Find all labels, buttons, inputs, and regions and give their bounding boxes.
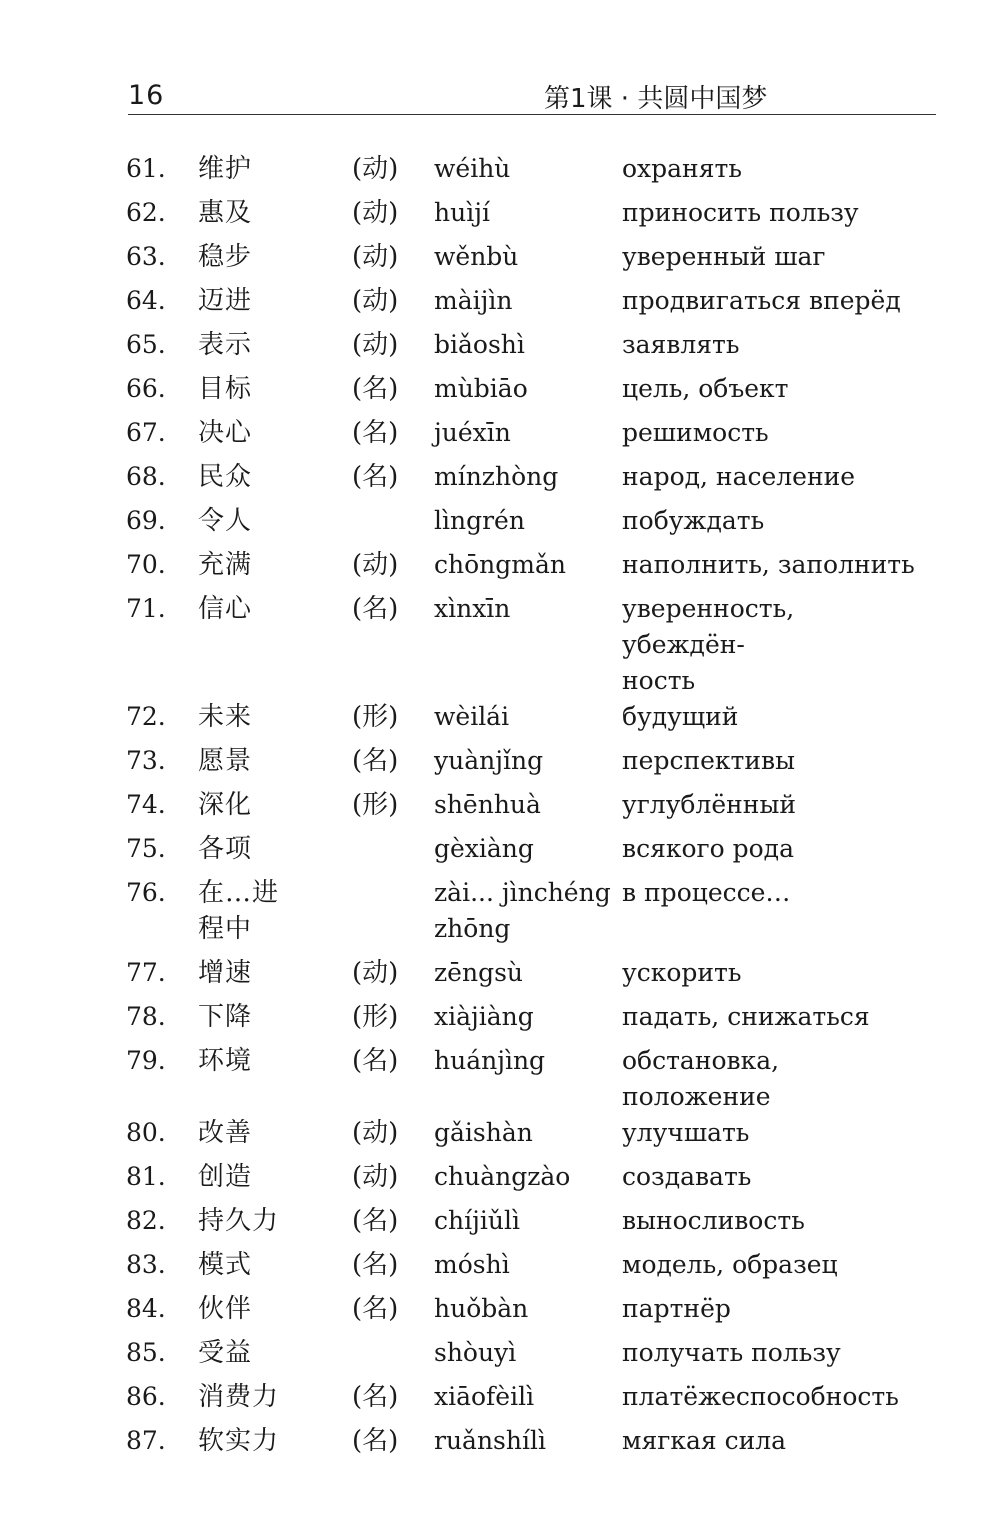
entry-translation: будущий — [622, 702, 739, 731]
entry-part-of-speech: (名) — [352, 1206, 399, 1236]
entry-hanzi: 充满 — [198, 550, 253, 580]
entry-translation: платёжеспособность — [622, 1382, 899, 1411]
entry-translation: получать пользу — [622, 1338, 841, 1367]
entry-hanzi: 改善 — [198, 1118, 253, 1148]
entry-translation: обстановка, положение — [622, 1046, 780, 1111]
entry-pinyin: shēnhuà — [434, 790, 541, 819]
entry-number: 72. — [126, 702, 166, 731]
entry-number: 64. — [126, 286, 166, 315]
running-header — [128, 74, 936, 115]
entry-translation: улучшать — [622, 1118, 750, 1147]
entry-hanzi: 未来 — [198, 702, 253, 732]
vocab-entry — [126, 1379, 956, 1423]
entry-number: 84. — [126, 1294, 166, 1323]
lesson-title: 第1课 · 共圆中国梦 — [544, 84, 768, 114]
entry-number: 61. — [126, 154, 166, 183]
entry-pinyin: shòuyì — [434, 1338, 517, 1367]
entry-translation: выносливость — [622, 1206, 805, 1235]
entry-part-of-speech: (动) — [352, 154, 399, 184]
entry-translation: ускорить — [622, 958, 742, 987]
entry-translation: создавать — [622, 1162, 752, 1191]
entry-part-of-speech: (动) — [352, 958, 399, 988]
entry-pinyin: mínzhòng — [434, 462, 559, 491]
entry-part-of-speech: (形) — [352, 702, 399, 732]
entry-translation: наполнить, заполнить — [622, 550, 915, 579]
entry-pinyin: ruǎnshílì — [434, 1426, 546, 1455]
vocab-entry — [126, 1335, 956, 1379]
entry-part-of-speech: (名) — [352, 1294, 399, 1324]
entry-pinyin: juéxīn — [434, 418, 511, 447]
entry-part-of-speech: (名) — [352, 746, 399, 776]
entry-translation: падать, снижаться — [622, 1002, 870, 1031]
entry-hanzi: 目标 — [198, 374, 253, 404]
entry-pinyin: gǎishàn — [434, 1118, 533, 1147]
entry-translation: мягкая сила — [622, 1426, 787, 1455]
entry-translation: всякого рода — [622, 834, 794, 863]
vocabulary-list — [126, 151, 956, 1467]
entry-part-of-speech: (动) — [352, 242, 399, 272]
entry-translation: модель, образец — [622, 1250, 838, 1279]
entry-hanzi: 持久力 — [198, 1206, 280, 1236]
entry-translation: побуждать — [622, 506, 765, 535]
entry-hanzi: 在…进 程中 — [198, 878, 280, 944]
entry-translation: продвигаться вперёд — [622, 286, 901, 315]
entry-translation: решимость — [622, 418, 769, 447]
entry-number: 78. — [126, 1002, 166, 1031]
entry-hanzi: 消费力 — [198, 1382, 280, 1412]
entry-pinyin: huìjí — [434, 198, 490, 227]
entry-pinyin: huǒbàn — [434, 1294, 529, 1323]
entry-pinyin: zài... jìnchéng zhōng — [434, 878, 611, 943]
vocab-entry — [126, 743, 956, 787]
entry-number: 76. — [126, 878, 166, 907]
entry-part-of-speech: (名) — [352, 418, 399, 448]
entry-pinyin: huánjìng — [434, 1046, 546, 1075]
vocab-entry — [126, 955, 956, 999]
entry-number: 70. — [126, 550, 166, 579]
entry-hanzi: 信心 — [198, 594, 253, 624]
vocab-entry — [126, 283, 956, 327]
entry-number: 74. — [126, 790, 166, 819]
entry-number: 65. — [126, 330, 166, 359]
entry-number: 82. — [126, 1206, 166, 1235]
entry-pinyin: xiàjiàng — [434, 1002, 534, 1031]
entry-pinyin: chōngmǎn — [434, 550, 566, 579]
entry-hanzi: 惠及 — [198, 198, 253, 228]
entry-part-of-speech: (动) — [352, 1118, 399, 1148]
vocab-entry — [126, 787, 956, 831]
vocab-entry — [126, 875, 956, 955]
vocab-entry — [126, 415, 956, 459]
entry-number: 66. — [126, 374, 166, 403]
entry-part-of-speech: (动) — [352, 330, 399, 360]
entry-translation: цель, объект — [622, 374, 789, 403]
entry-pinyin: gèxiàng — [434, 834, 534, 863]
entry-translation: в процессе… — [622, 878, 791, 907]
vocab-entry — [126, 831, 956, 875]
entry-number: 69. — [126, 506, 166, 535]
entry-hanzi: 迈进 — [198, 286, 253, 316]
vocab-entry — [126, 591, 956, 699]
entry-hanzi: 各项 — [198, 834, 253, 864]
vocab-entry — [126, 1203, 956, 1247]
entry-part-of-speech: (名) — [352, 594, 399, 624]
vocab-entry — [126, 547, 956, 591]
entry-part-of-speech: (名) — [352, 1382, 399, 1412]
entry-number: 68. — [126, 462, 166, 491]
entry-hanzi: 伙伴 — [198, 1294, 253, 1324]
vocab-entry — [126, 459, 956, 503]
entry-number: 73. — [126, 746, 166, 775]
entry-number: 87. — [126, 1426, 166, 1455]
entry-hanzi: 稳步 — [198, 242, 253, 272]
entry-number: 80. — [126, 1118, 166, 1147]
entry-pinyin: wèilái — [434, 702, 510, 731]
entry-number: 86. — [126, 1382, 166, 1411]
vocab-entry — [126, 151, 956, 195]
vocab-entry — [126, 1291, 956, 1335]
entry-hanzi: 增速 — [198, 958, 253, 988]
vocab-entry — [126, 195, 956, 239]
entry-part-of-speech: (名) — [352, 374, 399, 404]
vocab-entry — [126, 1247, 956, 1291]
entry-pinyin: lìngrén — [434, 506, 525, 535]
entry-hanzi: 受益 — [198, 1338, 253, 1368]
vocab-entry — [126, 1159, 956, 1203]
entry-translation: уверенность, убеждён- ность — [622, 594, 795, 695]
entry-hanzi: 环境 — [198, 1046, 253, 1076]
entry-translation: народ, население — [622, 462, 856, 491]
entry-number: 85. — [126, 1338, 166, 1367]
vocab-entry — [126, 371, 956, 415]
entry-pinyin: chuàngzào — [434, 1162, 571, 1191]
entry-pinyin: móshì — [434, 1250, 510, 1279]
entry-translation: партнёр — [622, 1294, 731, 1323]
entry-pinyin: xiāofèilì — [434, 1382, 535, 1411]
vocab-entry — [126, 1423, 956, 1467]
entry-translation: охранять — [622, 154, 742, 183]
entry-number: 79. — [126, 1046, 166, 1075]
entry-pinyin: mùbiāo — [434, 374, 528, 403]
entry-part-of-speech: (动) — [352, 286, 399, 316]
entry-hanzi: 决心 — [198, 418, 253, 448]
vocab-entry — [126, 1115, 956, 1159]
entry-hanzi: 深化 — [198, 790, 253, 820]
entry-number: 62. — [126, 198, 166, 227]
entry-pinyin: zēngsù — [434, 958, 524, 987]
entry-part-of-speech: (名) — [352, 1426, 399, 1456]
vocab-entry — [126, 1043, 956, 1115]
entry-part-of-speech: (形) — [352, 1002, 399, 1032]
entry-number: 81. — [126, 1162, 166, 1191]
vocab-entry — [126, 699, 956, 743]
entry-translation: приносить пользу — [622, 198, 859, 227]
entry-hanzi: 令人 — [198, 506, 253, 536]
entry-part-of-speech: (动) — [352, 198, 399, 228]
entry-pinyin: màijìn — [434, 286, 513, 315]
entry-hanzi: 软实力 — [198, 1426, 280, 1456]
entry-translation: углублённый — [622, 790, 797, 819]
vocab-entry — [126, 239, 956, 283]
entry-hanzi: 创造 — [198, 1162, 253, 1192]
vocab-entry — [126, 327, 956, 371]
entry-part-of-speech: (形) — [352, 790, 399, 820]
entry-pinyin: wěnbù — [434, 242, 519, 271]
entry-number: 77. — [126, 958, 166, 987]
entry-pinyin: biǎoshì — [434, 330, 525, 359]
entry-hanzi: 维护 — [198, 154, 253, 184]
entry-hanzi: 表示 — [198, 330, 253, 360]
entry-hanzi: 模式 — [198, 1250, 253, 1280]
entry-translation: перспективы — [622, 746, 796, 775]
entry-part-of-speech: (名) — [352, 1046, 399, 1076]
entry-hanzi: 民众 — [198, 462, 253, 492]
entry-number: 83. — [126, 1250, 166, 1279]
vocab-entry — [126, 999, 956, 1043]
page-number: 16 — [128, 80, 165, 111]
entry-pinyin: xìnxīn — [434, 594, 511, 623]
entry-translation: заявлять — [622, 330, 740, 359]
entry-part-of-speech: (动) — [352, 550, 399, 580]
entry-hanzi: 愿景 — [198, 746, 253, 776]
entry-number: 71. — [126, 594, 166, 623]
entry-number: 63. — [126, 242, 166, 271]
entry-part-of-speech: (名) — [352, 462, 399, 492]
entry-pinyin: wéihù — [434, 154, 511, 183]
entry-pinyin: yuànjǐng — [434, 746, 544, 775]
entry-hanzi: 下降 — [198, 1002, 253, 1032]
entry-pinyin: chíjiǔlì — [434, 1206, 520, 1235]
entry-number: 67. — [126, 418, 166, 447]
entry-number: 75. — [126, 834, 166, 863]
entry-part-of-speech: (动) — [352, 1162, 399, 1192]
vocab-entry — [126, 503, 956, 547]
entry-translation: уверенный шаг — [622, 242, 826, 271]
entry-part-of-speech: (名) — [352, 1250, 399, 1280]
